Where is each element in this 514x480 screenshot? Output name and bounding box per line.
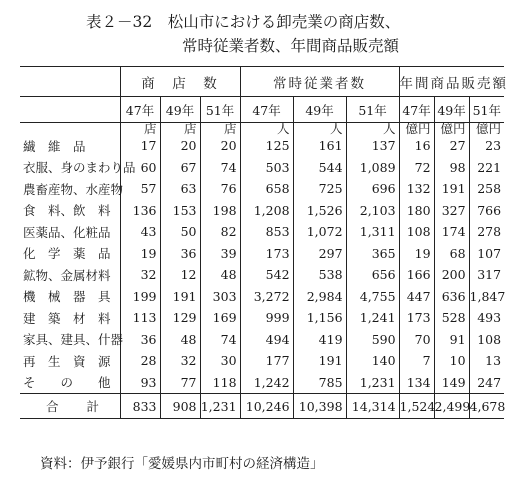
- row-label: 鉱物、金属材料: [23, 267, 111, 283]
- data-cell: 327: [434, 200, 469, 222]
- data-cell: 82: [200, 221, 240, 243]
- data-cell: 1,847: [469, 286, 504, 308]
- data-cell: 93: [120, 372, 160, 394]
- table-row: [20, 372, 504, 394]
- group-header-sales: 年間商品販売額: [399, 67, 504, 97]
- data-cell: 77: [160, 372, 200, 394]
- table-row: [20, 135, 504, 157]
- data-cell: 166: [399, 264, 434, 286]
- unit-label: 人: [346, 123, 399, 136]
- data-cell: 1,208: [240, 200, 293, 222]
- data-cell: 27: [434, 135, 469, 157]
- data-cell: 134: [399, 372, 434, 394]
- total-label: 合計: [20, 394, 120, 419]
- data-cell: 1,156: [293, 307, 346, 329]
- data-cell: 48: [200, 264, 240, 286]
- table-title: [86, 10, 400, 58]
- data-cell: 23: [469, 135, 504, 157]
- total-cell: 14,314: [346, 394, 399, 419]
- row-label: 化 学 薬 品: [23, 246, 111, 262]
- data-cell: 2,103: [346, 200, 399, 222]
- year-header: 49年: [160, 97, 200, 123]
- row-label: 農畜産物、水産物: [23, 181, 124, 197]
- unit-label: 億円: [469, 123, 504, 136]
- data-cell: 1,311: [346, 221, 399, 243]
- data-cell: 199: [120, 286, 160, 308]
- data-cell: 39: [200, 243, 240, 265]
- data-cell: 538: [293, 264, 346, 286]
- data-cell: 98: [434, 157, 469, 179]
- data-cell: 17: [120, 135, 160, 157]
- data-cell: 191: [293, 350, 346, 372]
- row-label: 繊 維 品: [23, 138, 86, 154]
- data-cell: 419: [293, 329, 346, 351]
- year-header: 51年: [346, 97, 399, 123]
- total-cell: 4,678: [469, 394, 504, 419]
- data-cell: 999: [240, 307, 293, 329]
- data-cell: 108: [399, 221, 434, 243]
- table-row: [20, 221, 504, 243]
- year-header: 47年: [399, 97, 434, 123]
- total-cell: 2,499: [434, 394, 469, 419]
- unit-label: 店: [160, 123, 200, 136]
- data-cell: 766: [469, 200, 504, 222]
- data-cell: 7: [399, 350, 434, 372]
- data-cell: 153: [160, 200, 200, 222]
- table-row: [20, 178, 504, 200]
- data-cell: 169: [200, 307, 240, 329]
- wholesale-statistics-table: [20, 66, 509, 419]
- year-header: 51年: [200, 97, 240, 123]
- data-cell: 3,272: [240, 286, 293, 308]
- year-header: 51年: [469, 97, 504, 123]
- data-cell: 528: [434, 307, 469, 329]
- data-cell: 74: [200, 329, 240, 351]
- data-cell: 74: [200, 157, 240, 179]
- data-cell: 1,241: [346, 307, 399, 329]
- corner-cell: [20, 67, 120, 97]
- row-label: 再 生 資 源: [23, 353, 111, 369]
- row-label: 衣服、身のまわり品: [23, 160, 136, 176]
- data-cell: 32: [120, 264, 160, 286]
- data-cell: 48: [160, 329, 200, 351]
- data-cell: 60: [120, 157, 160, 179]
- row-label: 食 料、飲 料: [23, 203, 111, 219]
- table-row: [20, 200, 504, 222]
- total-cell: 10,398: [293, 394, 346, 419]
- data-cell: 1,089: [346, 157, 399, 179]
- data-cell: 191: [160, 286, 200, 308]
- data-cell: 113: [120, 307, 160, 329]
- corner-cell: [20, 123, 120, 136]
- data-cell: 247: [469, 372, 504, 394]
- data-cell: 198: [200, 200, 240, 222]
- data-cell: 32: [160, 350, 200, 372]
- data-cell: 365: [346, 243, 399, 265]
- data-cell: 1,526: [293, 200, 346, 222]
- data-cell: 636: [434, 286, 469, 308]
- data-cell: 16: [399, 135, 434, 157]
- data-cell: 173: [399, 307, 434, 329]
- year-header: 49年: [293, 97, 346, 123]
- data-cell: 542: [240, 264, 293, 286]
- unit-label: 人: [240, 123, 293, 136]
- data-cell: 161: [293, 135, 346, 157]
- table-row: [20, 350, 504, 372]
- data-cell: 10: [434, 350, 469, 372]
- data-cell: 447: [399, 286, 434, 308]
- data-cell: 63: [160, 178, 200, 200]
- data-cell: 785: [293, 372, 346, 394]
- title-line-1: 表２－32 松山市における卸売業の商店数、: [86, 13, 401, 31]
- group-header-employees: 常時従業者数: [240, 67, 399, 97]
- data-cell: 132: [399, 178, 434, 200]
- data-cell: 258: [469, 178, 504, 200]
- row-label: 家具、建具、什器: [23, 332, 124, 348]
- data-cell: 658: [240, 178, 293, 200]
- row-label: 機 械 器 具: [23, 289, 111, 305]
- data-cell: 20: [160, 135, 200, 157]
- year-header: 47年: [120, 97, 160, 123]
- data-cell: 494: [240, 329, 293, 351]
- data-cell: 297: [293, 243, 346, 265]
- total-row: [20, 394, 504, 419]
- unit-label: 人: [293, 123, 346, 136]
- unit-label: 店: [120, 123, 160, 136]
- data-cell: 303: [200, 286, 240, 308]
- data-cell: 140: [346, 350, 399, 372]
- unit-row: [20, 123, 504, 136]
- data-cell: 50: [160, 221, 200, 243]
- data-cell: 43: [120, 221, 160, 243]
- data-cell: 91: [434, 329, 469, 351]
- source-note: 資料：伊予銀行「愛媛県内市町村の経済構造」: [40, 456, 324, 472]
- data-cell: 317: [469, 264, 504, 286]
- table-row: [20, 264, 504, 286]
- corner-cell: [20, 97, 120, 123]
- data-cell: 72: [399, 157, 434, 179]
- data-cell: 590: [346, 329, 399, 351]
- data-cell: 19: [399, 243, 434, 265]
- unit-label: 億円: [434, 123, 469, 136]
- row-label: 建 築 材 料: [23, 310, 111, 326]
- data-cell: 200: [434, 264, 469, 286]
- data-cell: 174: [434, 221, 469, 243]
- data-cell: 191: [434, 178, 469, 200]
- data-cell: 129: [160, 307, 200, 329]
- table-body: [20, 135, 504, 394]
- row-label: 医薬品、化粧品: [23, 224, 111, 240]
- data-cell: 107: [469, 243, 504, 265]
- data-cell: 696: [346, 178, 399, 200]
- data-cell: 118: [200, 372, 240, 394]
- data-cell: 1,242: [240, 372, 293, 394]
- data-cell: 19: [120, 243, 160, 265]
- group-header-stores: 商 店 数: [120, 67, 240, 97]
- data-cell: 36: [120, 329, 160, 351]
- data-cell: 67: [160, 157, 200, 179]
- data-cell: 725: [293, 178, 346, 200]
- data-cell: 503: [240, 157, 293, 179]
- data-cell: 278: [469, 221, 504, 243]
- unit-label: 店: [200, 123, 240, 136]
- data-cell: 137: [346, 135, 399, 157]
- data-cell: 1,072: [293, 221, 346, 243]
- title-line-2: 常時従業者数、年間商品販売額: [182, 37, 400, 55]
- total-cell: 833: [120, 394, 160, 419]
- data-cell: 136: [120, 200, 160, 222]
- total-cell: 1,524: [399, 394, 434, 419]
- data-cell: 108: [469, 329, 504, 351]
- data-cell: 125: [240, 135, 293, 157]
- data-cell: 544: [293, 157, 346, 179]
- year-header: 47年: [240, 97, 293, 123]
- year-header: 49年: [434, 97, 469, 123]
- data-cell: 36: [160, 243, 200, 265]
- data-cell: 180: [399, 200, 434, 222]
- data-cell: 221: [469, 157, 504, 179]
- total-cell: 908: [160, 394, 200, 419]
- data-cell: 2,984: [293, 286, 346, 308]
- data-cell: 173: [240, 243, 293, 265]
- data-cell: 70: [399, 329, 434, 351]
- data-cell: 68: [434, 243, 469, 265]
- row-label: そ の 他: [23, 375, 111, 391]
- total-cell: 1,231: [200, 394, 240, 419]
- data-cell: 13: [469, 350, 504, 372]
- group-header-row: [20, 67, 504, 97]
- table-row: [20, 286, 504, 308]
- data-cell: 12: [160, 264, 200, 286]
- data-cell: 28: [120, 350, 160, 372]
- table-row: [20, 329, 504, 351]
- data-cell: 853: [240, 221, 293, 243]
- year-header-row: [20, 97, 504, 123]
- data-cell: 149: [434, 372, 469, 394]
- data-cell: 76: [200, 178, 240, 200]
- total-cell: 10,246: [240, 394, 293, 419]
- data-cell: 656: [346, 264, 399, 286]
- data-cell: 57: [120, 178, 160, 200]
- unit-label: 億円: [399, 123, 434, 136]
- data-cell: 177: [240, 350, 293, 372]
- data-cell: 20: [200, 135, 240, 157]
- table-row: [20, 307, 504, 329]
- data-cell: 1,231: [346, 372, 399, 394]
- data-cell: 493: [469, 307, 504, 329]
- table-row: [20, 243, 504, 265]
- table-row: [20, 157, 504, 179]
- data-cell: 30: [200, 350, 240, 372]
- data-cell: 4,755: [346, 286, 399, 308]
